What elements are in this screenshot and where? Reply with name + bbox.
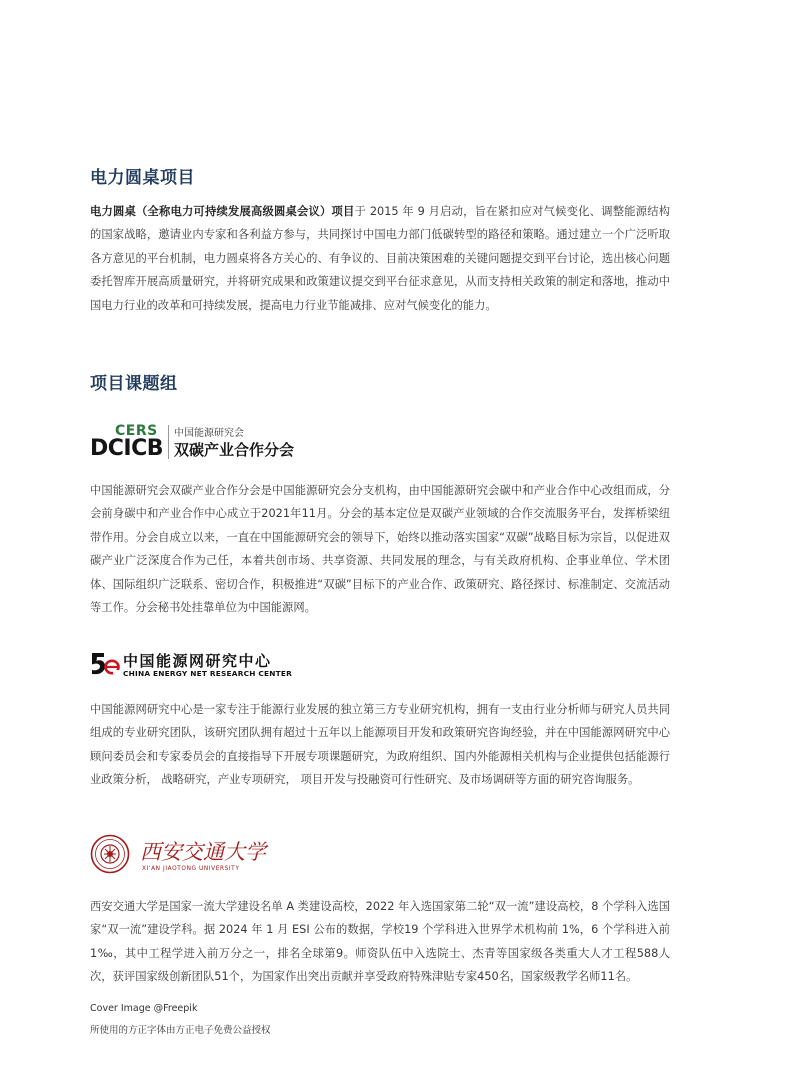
energy-net-description: 中国能源网研究中心是一家专注于能源行业发展的独立第三方专业研究机构，拥有一支由行业分析师与研究人员共同组成的专业研究团队，该研究团队拥有超过十五年以上能源项目开发和政策研究咨询经验，并在中国能源网研究中心顾问委员会和专家委员会的直接指导下开展专项课题研究，为政府组织、国内外能源相关机构与企业提供包括能源行业政策分析， 战略研究，产业专项研究， 项目开发与投融资可行性研究、及市场调研等方面的研究咨询服务。 (90, 703, 670, 787)
power-roundtable-lead: 电力圆桌（全称电力可持续发展高级圆桌会议）项目 (90, 205, 355, 218)
xjtu-description: 西安交通大学是国家一流大学建设名单 A 类建设高校，2022 年入选国家第二轮“双一流”建设高校，8 个学科入选国家“双一流”建设学科。据 2024 年 1 月 ESI 公布的数据，学校19 个学科进入世界学术机构前 1%，6 个学科进入前 1‰，其中工程学进入前万分之一，排名全球第9。师资队伍中入选院士、杰青等国家级各类重大人才工程588人次，获评国家级创新团队51个，为国家作出突出贡献并享受政府特殊津贴专家450名，国家级教学名师11名。 (90, 900, 670, 984)
dcicb-logo (90, 423, 320, 463)
energy-net-logo-en: CHINA ENERGY NET RESEARCH CENTER (123, 669, 293, 678)
xjtu-logo-cn: 西安交通大学 (140, 840, 266, 864)
section-title-project-team: 项目课题组 (90, 374, 178, 394)
dcicb-description: 中国能源研究会双碳产业合作分会是中国能源研究会分支机构，由中国能源研究会碳中和产业合作中心改组而成，分会前身碳中和产业合作中心成立于2021年11月。分会的基本定位是双碳产业领域的合作交流服务平台，发挥桥梁纽带作用。分会自成立以来，一直在中国能源研究会的领导下，始终以推动落实国家“双碳”战略目标为宗旨，以促进双碳产业广泛深度合作为己任，本着共创市场、共享资源、共同发展的理念，与有关政府机构、企事业单位、学术团体、国际组织广泛联系、密切合作，积极推进“双碳”目标下的产业合作、政策研究、路径探讨、标准制定、交流活动等工作。分会秘书处挂靠单位为中国能源网。 (90, 484, 670, 615)
dcicb-logo-name: 双碳产业合作分会 (174, 441, 295, 459)
cers-logo-text: CERS (115, 423, 158, 439)
energy-net-logo-cn: 中国能源网研究中心 (123, 652, 272, 670)
xjtu-logo (90, 834, 266, 880)
font-license-credit: 所使用的方正字体由方正电子免费公益授权 (90, 1025, 271, 1036)
energy-net-5e-icon (90, 650, 120, 678)
energy-net-logo (90, 650, 310, 680)
xjtu-seal-icon (90, 834, 130, 874)
dcicb-logo-text: DCICB (90, 436, 164, 461)
power-roundtable-paragraph (90, 200, 670, 317)
cover-image-credit: Cover Image @Freepik (90, 1003, 198, 1014)
xjtu-logo-en: XI'AN JIAOTONG UNIVERSITY (142, 866, 240, 872)
section-title-power-roundtable: 电力圆桌项目 (90, 168, 195, 188)
power-roundtable-text: 于 2015 年 9 月启动，旨在紧扣应对气候变化、调整能源结构的国家战略，邀请业内专家和各利益方参与，共同探讨中国电力部门低碳转型的路径和策略。通过建立一个广泛听取各方意见的平台机制，电力圆桌将各方关心的、有争议的、目前决策困难的关键问题提交到平台讨论，选出核心问题委托智库开展高质量研究，并将研究成果和政策建议提交到平台征求意见，从而支持相关政策的制定和落地，推动中国电力行业的改革和可持续发展，提高电力行业节能减排、应对气候变化的能力。 (90, 205, 670, 312)
dcicb-logo-parent: 中国能源研究会 (174, 428, 244, 439)
logo-divider (168, 425, 169, 459)
